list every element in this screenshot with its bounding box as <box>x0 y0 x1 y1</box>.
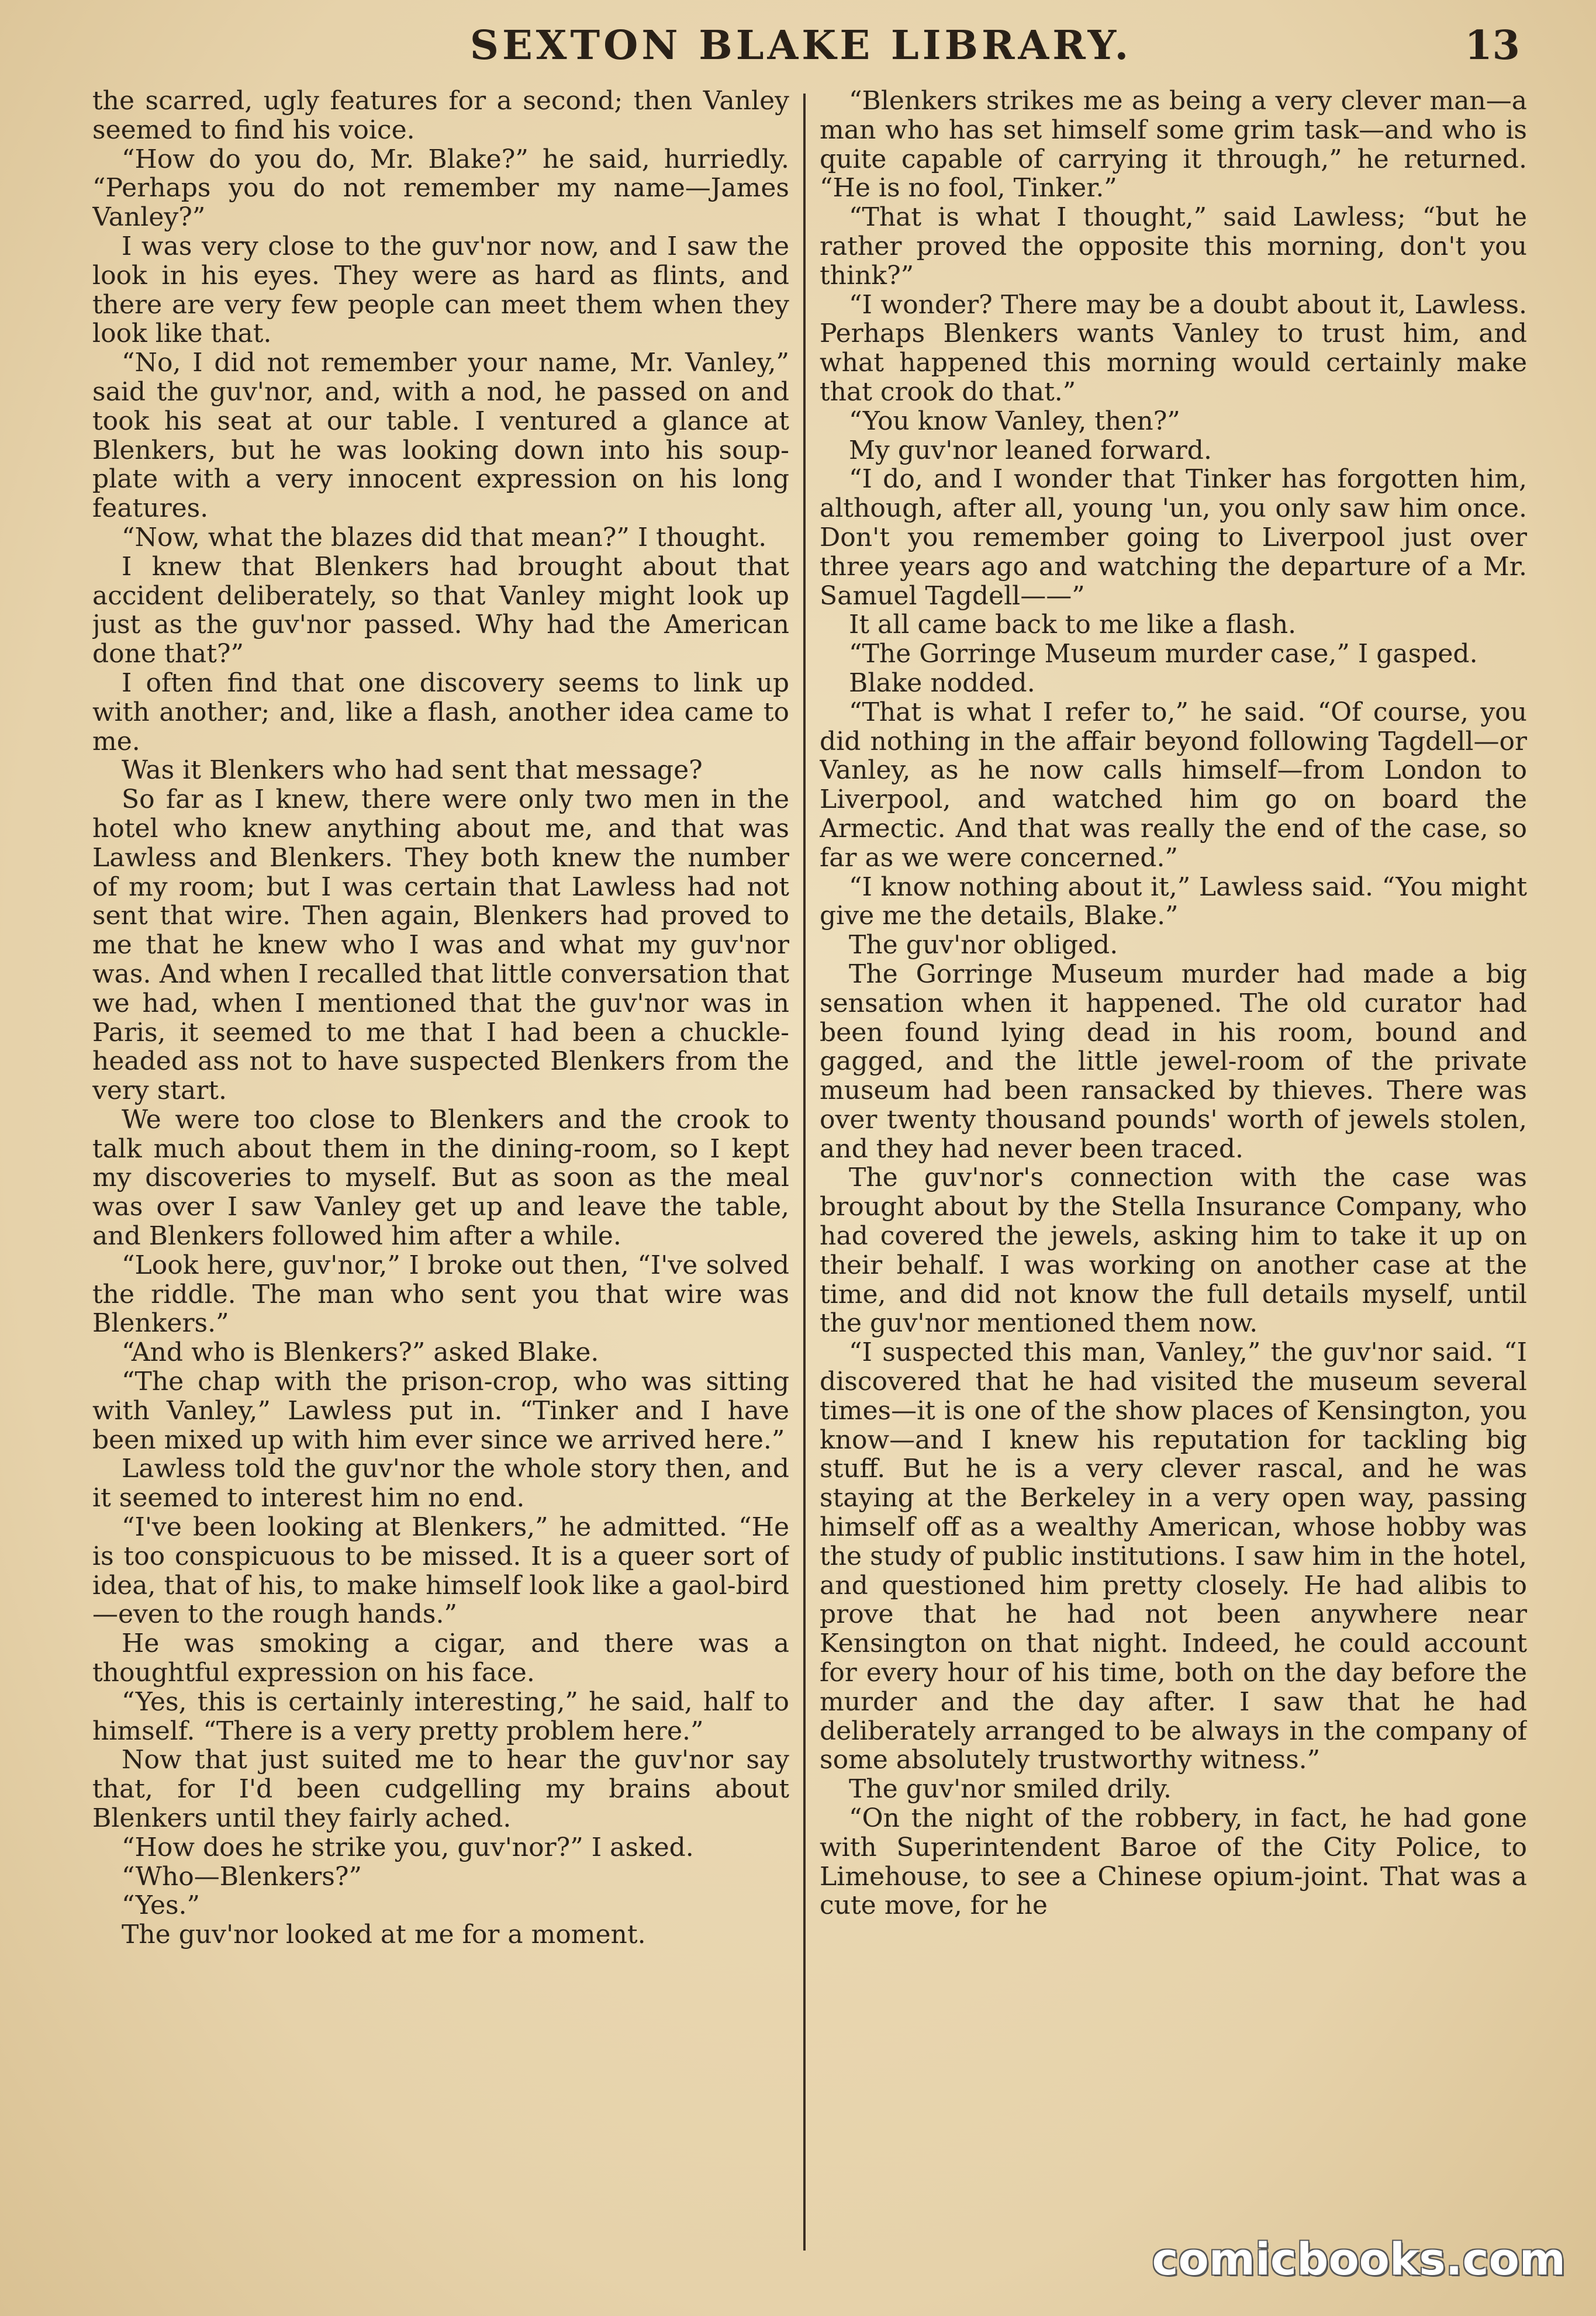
column-divider <box>803 94 806 2251</box>
paragraph: “Yes, this is certainly interesting,” he said, half to himself. “There is a very pretty problem here.” <box>92 1686 789 1746</box>
paragraph: Blake nodded. <box>849 668 1035 698</box>
paragraph: The guv'nor smiled drily. <box>849 1774 1172 1805</box>
paragraph: “That is what I refer to,” he said. “Of course, you did nothing in the affair beyond following Tagdell—or Vanley, as he now calls himself—from London to Liverpool, and watched him go on board the Armectic. And that was really the end of the case, so far as we were concerned.” <box>820 697 1527 873</box>
paragraph: He was smoking a cigar, and there was a thoughtful expression on his face. <box>92 1629 789 1688</box>
paragraph: I often find that one discovery seems to link up with another; and, like a flash, another idea came to me. <box>92 668 789 756</box>
page-header <box>82 22 1520 81</box>
paragraph: “Blenkers strikes me as being a very clever man—a man who has set himself some grim task—and who is quite capable of carrying it through,” he returned. “He is no fool, Tinker.” <box>820 87 1527 203</box>
paragraph: “No, I did not remember your name, Mr. Vanley,” said the guv'nor, and, with a nod, he passed on and took his seat at our table. I ventured a glance at Blenkers, but he was looking down into his soup-plate with a very innocent expression on his long features. <box>92 348 789 524</box>
paragraph: Was it Blenkers who had sent that message? <box>122 755 703 786</box>
paragraph: We were too close to Blenkers and the crook to talk much about them in the dining-room, so I kept my discoveries to myself. But as soon as the meal was over I saw Vanley get up and leave the table, and Blenkers followed him after a while. <box>92 1104 789 1252</box>
paragraph: “The Gorringe Museum murder case,” I gasped. <box>849 639 1478 669</box>
paragraph: “And who is Blenkers?” asked Blake. <box>122 1337 599 1368</box>
paragraph: “I've been looking at Blenkers,” he admitted. “He is too conspicuous to be missed. It is a queer sort of idea, that of his, to make himself look like a gaol-bird—even to the rough hands.” <box>92 1512 789 1630</box>
right-text-column <box>820 87 1527 2249</box>
paragraph: “How does he strike you, guv'nor?” I asked. <box>122 1832 694 1862</box>
publication-title: SEXTON BLAKE LIBRARY. <box>469 22 1132 69</box>
paragraph: “I know nothing about it,” Lawless said. “You might give me the details, Blake.” <box>820 872 1527 931</box>
paragraph: The guv'nor obliged. <box>849 930 1118 960</box>
paragraph: “I wonder? There may be a doubt about it, Lawless. Perhaps Blenkers wants Vanley to trust him, and what happened this morning would certainly make that crook do that.” <box>820 289 1527 407</box>
paragraph: Lawless told the guv'nor the whole story then, and it seemed to interest him no end. <box>92 1454 789 1513</box>
paragraph: “On the night of the robbery, in fact, he had gone with Superintendent Baroe of the City Police, to Limehouse, to see a Chinese opium-joint. That was a cute move, for he <box>820 1803 1527 1921</box>
page-number: 13 <box>1464 22 1520 69</box>
paragraph: “Look here, guv'nor,” I broke out then, “I've solved the riddle. The man who sent you that wire was Blenkers.” <box>92 1250 789 1339</box>
paragraph: “That is what I thought,” said Lawless; “but he rather proved the opposite this morning, don't you think?” <box>820 202 1527 291</box>
paragraph: “I suspected this man, Vanley,” the guv'nor said. “I discovered that he had visited the museum several times—it is one of the show places of Kensington, you know—and I knew his reputation for tackling big stuff. But he is a very clever rascal, and he was staying at the Berkeley in a very open way, passing himself off as a wealthy American, whose hobby was the study of public institutions. I saw him in the hotel, and questioned him pretty closely. He had alibis to prove that he had not been anywhere near Kensington on that night. Indeed, he could account for every hour of his time, both on the day before the murder and the day after. I saw that he had deliberately arranged to be always in the company of some absolutely trustworthy witness.” <box>820 1337 1527 1775</box>
site-watermark: comicbooks.com <box>1152 2233 1566 2285</box>
paragraph: Now that just suited me to hear the guv'nor say that, for I'd been cudgelling my brains about Blenkers until they fairly ached. <box>92 1745 789 1834</box>
paragraph: I knew that Blenkers had brought about that accident deliberately, so that Vanley might look up just as the guv'nor passed. Why had the American done that?” <box>92 551 789 669</box>
paragraph: It all came back to me like a flash. <box>849 610 1297 640</box>
paragraph: “You know Vanley, then?” <box>849 406 1180 436</box>
paragraph: the scarred, ugly features for a second; then Vanley seemed to find his voice. <box>92 87 789 145</box>
paragraph: “Yes.” <box>122 1890 201 1921</box>
paragraph: So far as I knew, there were only two men in the hotel who knew anything about me, and that was Lawless and Blenkers. They both knew the number of my room; but I was certain that Lawless had not sent that wire. Then again, Blenkers had proved to me that he knew who I was and what my guv'nor was. And when I recalled that little conversation that we had, when I mentioned that the guv'nor was in Paris, it seemed to me that I had been a chuckle-headed ass not to have suspected Blenkers from the very start. <box>92 784 789 1106</box>
paragraph: I was very close to the guv'nor now, and I saw the look in his eyes. They were as hard as flints, and there are very few people can meet them when they look like that. <box>92 231 789 349</box>
paragraph: The guv'nor looked at me for a moment. <box>122 1920 646 1950</box>
paragraph: “Who—Blenkers?” <box>122 1861 362 1892</box>
left-text-column <box>92 87 789 2249</box>
paragraph: “Now, what the blazes did that mean?” I thought. <box>122 522 767 552</box>
paragraph: “The chap with the prison-crop, who was sitting with Vanley,” Lawless put in. “Tinker and I have been mixed up with him ever since we arrived here.” <box>92 1367 789 1455</box>
paragraph: The Gorringe Museum murder had made a big sensation when it happened. The old curator had been found lying dead in his room, bound and gagged, and the little jewel-room of the private museum had been ransacked by thieves. There was over twenty thousand pounds' worth of jewels stolen, and they had never been traced. <box>820 959 1527 1164</box>
paragraph: My guv'nor leaned forward. <box>849 435 1212 465</box>
paragraph: “I do, and I wonder that Tinker has forgotten him, although, after all, young 'un, you only saw him once. Don't you remember going to Liverpool just over three years ago and watching the departure of a Mr. Samuel Tagdell——” <box>820 464 1527 611</box>
paragraph: The guv'nor's connection with the case was brought about by the Stella Insurance Company, who had covered the jewels, asking him to take it up on their behalf. I was working on another case at the time, and did not know the full details myself, until the guv'nor mentioned them now. <box>820 1163 1527 1339</box>
paragraph: “How do you do, Mr. Blake?” he said, hurriedly. “Perhaps you do not remember my name—James Vanley?” <box>92 144 789 233</box>
